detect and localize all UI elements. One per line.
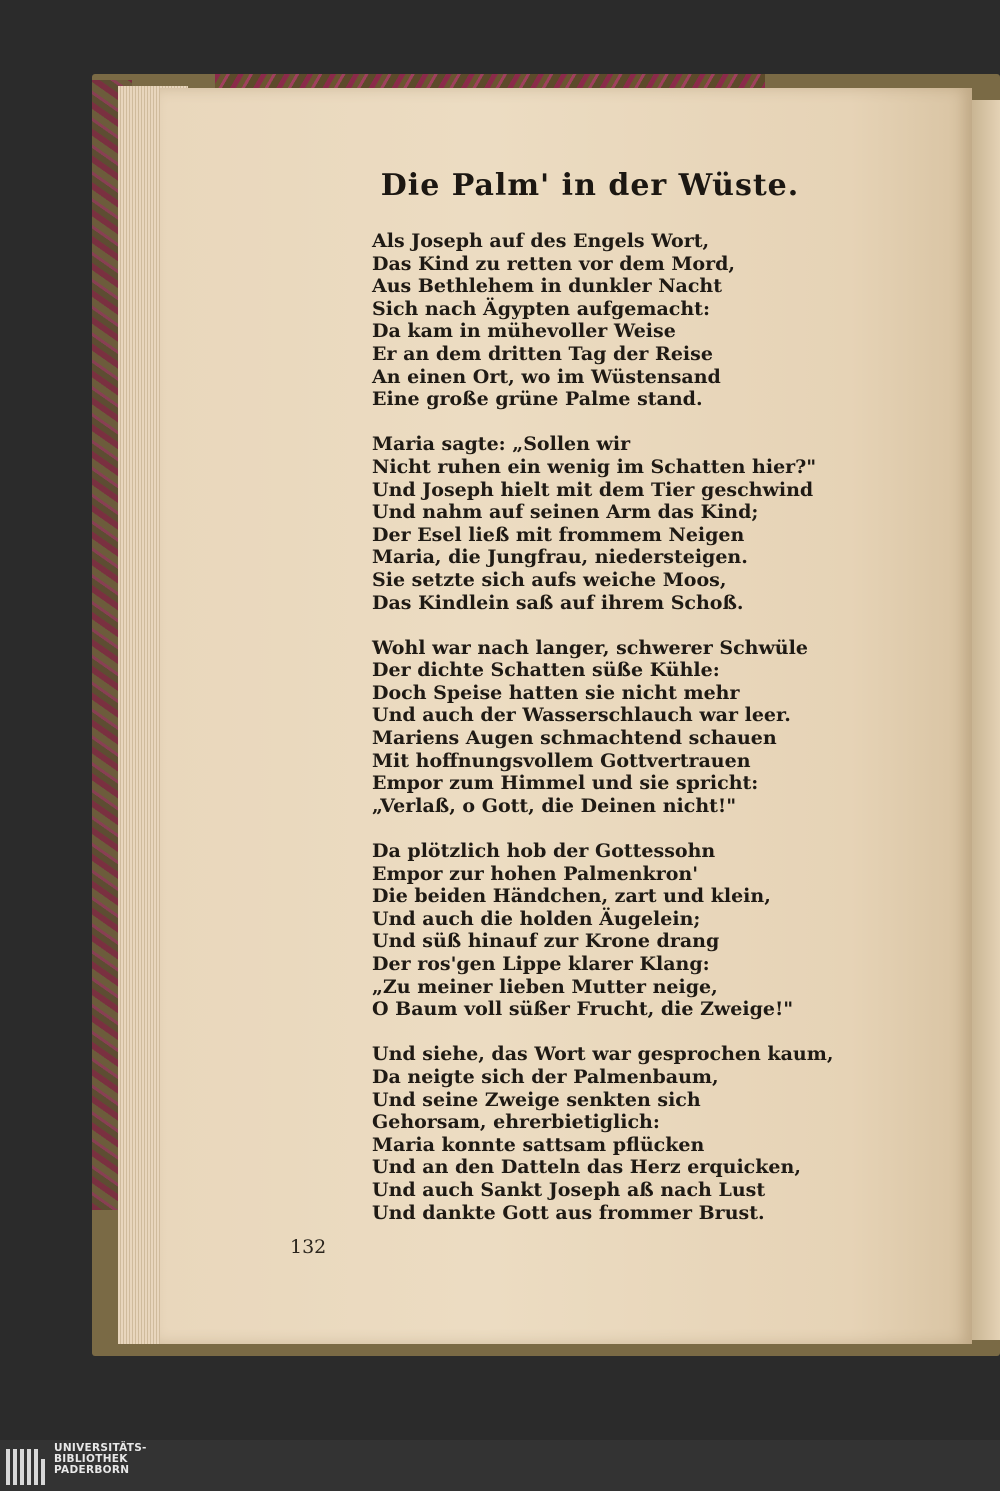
facing-page-edge bbox=[972, 100, 1000, 1340]
poem-line: Eine große grüne Palme stand. bbox=[372, 388, 703, 411]
stanza bbox=[372, 637, 842, 818]
logo-line: BIBLIOTHEK bbox=[54, 1453, 128, 1465]
poem-line: O Baum voll süßer Frucht, die Zweige!" bbox=[372, 998, 794, 1021]
poem-line: Als Joseph auf des Engels Wort, bbox=[372, 230, 710, 252]
library-logo-icon bbox=[6, 1445, 46, 1485]
poem-line: Wohl war nach langer, schwerer Schwüle bbox=[372, 636, 808, 659]
library-footer bbox=[0, 1440, 1000, 1491]
logo-line: PADERBORN bbox=[54, 1464, 130, 1476]
poem-line: An einen Ort, wo im Wüstensand bbox=[372, 365, 721, 388]
poem-line: Er an dem dritten Tag der Reise bbox=[372, 342, 713, 365]
poem-line: Maria konnte sattsam pflücken bbox=[372, 1133, 705, 1156]
poem-body bbox=[372, 230, 842, 1247]
poem-line: Sie setzte sich aufs weiche Moos, bbox=[372, 568, 727, 591]
poem-line: „Zu meiner lieben Mutter neige, bbox=[372, 975, 718, 998]
poem-title: Die Palm' in der Wüste. bbox=[380, 168, 800, 203]
poem-line: Und an den Datteln das Herz erquicken, bbox=[372, 1156, 801, 1179]
poem-line: Die beiden Händchen, zart und klein, bbox=[372, 885, 771, 908]
poem-line: Aus Bethlehem in dunkler Nacht bbox=[372, 275, 723, 298]
poem-line: Sich nach Ägypten aufgemacht: bbox=[372, 297, 710, 320]
poem-line: Und auch der Wasserschlauch war leer. bbox=[372, 704, 791, 727]
poem-line: Der Esel ließ mit frommem Neigen bbox=[372, 523, 745, 546]
poem-line: Der ros'gen Lippe klarer Klang: bbox=[372, 953, 710, 975]
poem-line: Nicht ruhen ein wenig im Schatten hier?" bbox=[372, 455, 817, 478]
poem-line: Und seine Zweige senkten sich bbox=[372, 1088, 701, 1111]
poem-line: Da neigte sich der Palmenbaum, bbox=[372, 1065, 719, 1088]
poem-line: Und nahm auf seinen Arm das Kind; bbox=[372, 501, 759, 524]
library-logo-text bbox=[54, 1443, 147, 1476]
poem-line: Und auch Sankt Joseph aß nach Lust bbox=[372, 1178, 766, 1201]
poem-line: Mariens Augen schmachtend schauen bbox=[372, 727, 777, 750]
poem-line: Empor zum Himmel und sie spricht: bbox=[372, 772, 759, 795]
poem-line: Das Kind zu retten vor dem Mord, bbox=[372, 252, 735, 275]
poem-line: Da kam in mühevoller Weise bbox=[372, 320, 676, 343]
stanza bbox=[372, 840, 842, 1021]
poem-line: Und siehe, das Wort war gesprochen kaum, bbox=[372, 1043, 834, 1066]
poem-line: Der dichte Schatten süße Kühle: bbox=[372, 659, 720, 682]
poem-line: Maria sagte: „Sollen wir bbox=[372, 433, 631, 456]
poem-line: „Verlaß, o Gott, die Deinen nicht!" bbox=[372, 794, 737, 817]
poem-line: Doch Speise hatten sie nicht mehr bbox=[372, 681, 740, 704]
poem-line: Das Kindlein saß auf ihrem Schoß. bbox=[372, 591, 744, 614]
poem-line: Und dankte Gott aus frommer Brust. bbox=[372, 1201, 765, 1224]
poem-line: Mit hoffnungsvollem Gottvertrauen bbox=[372, 749, 751, 772]
stanza bbox=[372, 433, 842, 614]
poem-line: Und Joseph hielt mit dem Tier geschwind bbox=[372, 478, 814, 501]
poem-line: Und auch die holden Äugelein; bbox=[372, 907, 701, 930]
poem-line: Da plötzlich hob der Gottessohn bbox=[372, 840, 716, 863]
poem-line: Und süß hinauf zur Krone drang bbox=[372, 930, 720, 953]
page-number: 132 bbox=[290, 1236, 327, 1258]
logo-line: UNIVERSITÄTS- bbox=[54, 1442, 147, 1454]
stanza bbox=[372, 230, 842, 411]
poem-line: Gehorsam, ehrerbietiglich: bbox=[372, 1111, 660, 1134]
stanza bbox=[372, 1043, 842, 1224]
poem-line: Empor zur hohen Palmenkron' bbox=[372, 862, 699, 885]
poem-line: Maria, die Jungfrau, niedersteigen. bbox=[372, 546, 748, 569]
